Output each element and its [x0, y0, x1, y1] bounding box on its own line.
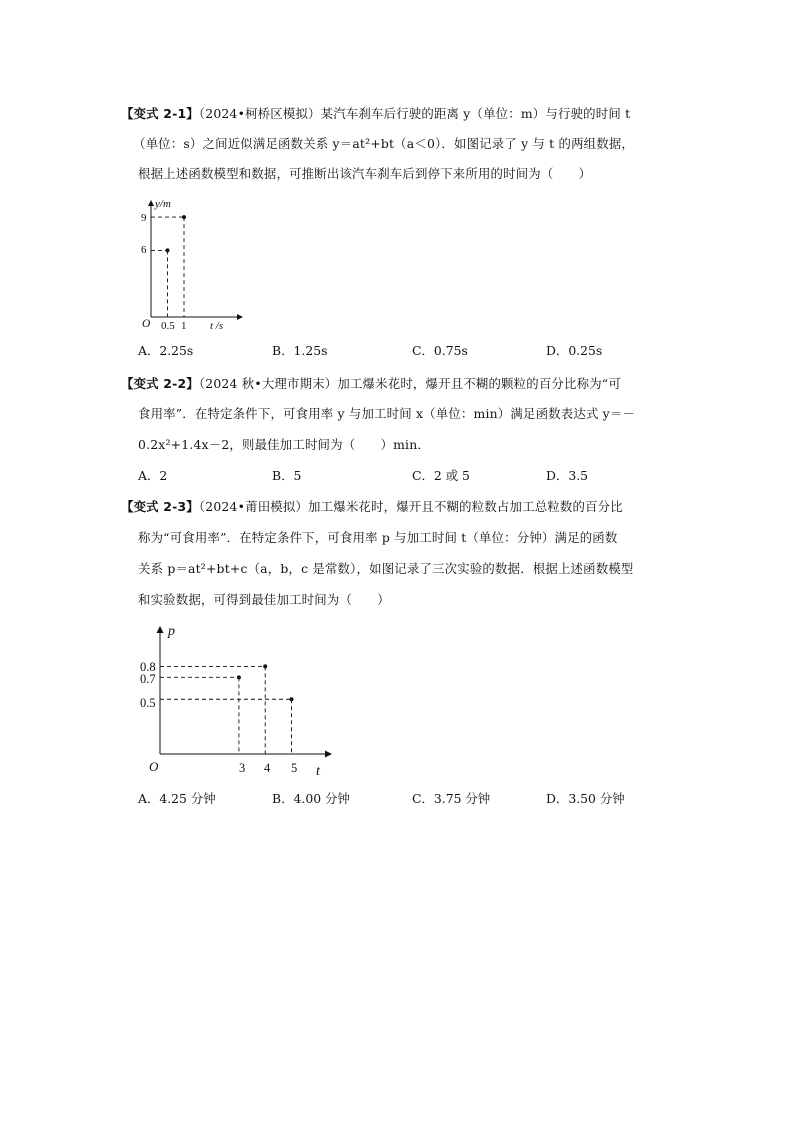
chart-1-ylabel: y/m	[155, 198, 171, 210]
problem-2-line-3: 0.2x²+1.4x－2，则最佳加工时间为（ ）min．	[138, 437, 430, 452]
problem-3-option-d[interactable]: D．3.50 分钟	[546, 791, 625, 806]
problem-2-line-1	[121, 374, 621, 392]
problem-3-text-1: （2024•莆田模拟）加工爆米花时，爆开且不糊的粒数占加工总粒数的百分比	[198, 499, 623, 514]
chart-2-point-2	[290, 697, 294, 701]
chart-2	[135, 615, 375, 780]
problem-2-line-2: 食用率”．在特定条件下，可食用率 y 与加工时间 x（单位：min）满足函数表达式 y＝－	[138, 406, 636, 421]
problem-2-option-a[interactable]: A．2	[138, 468, 168, 483]
problem-2-option-d[interactable]: D．3.5	[546, 468, 589, 483]
problem-3-option-b[interactable]: B．4.00 分钟	[272, 791, 350, 806]
problem-1-option-a[interactable]: A．2.25s	[138, 343, 194, 358]
problem-1-tag: 【变式 2-1】	[121, 106, 199, 121]
problem-3-line-2: 称为“可食用率”．在特定条件下，可食用率 p 与加工时间 t（单位：分钟）满足的函数	[138, 530, 618, 545]
problem-2-text-1: （2024 秋•大理市期末）加工爆米花时，爆开且不糊的颗粒的百分比称为“可	[198, 376, 621, 391]
problem-3-option-c[interactable]: C．3.75 分钟	[412, 791, 491, 806]
problem-1-option-c[interactable]: C．0.75s	[412, 343, 468, 358]
chart-2-ytick-0.7: 0.7	[140, 672, 156, 686]
chart-2-point-0	[237, 675, 241, 679]
problem-3-line-4: 和实验数据，可得到最佳加工时间为（ ）	[138, 592, 390, 607]
chart-2-xtick-4: 4	[264, 761, 271, 775]
problem-3-tag: 【变式 2-3】	[121, 499, 199, 514]
problem-2-tag: 【变式 2-2】	[121, 376, 199, 391]
problem-1-line-3: 根据上述函数模型和数据，可推断出该汽车刹车后到停下来所用的时间为（ ）	[138, 166, 592, 181]
chart-2-xtick-3: 3	[239, 761, 246, 775]
problem-2-option-c[interactable]: C．2 或 5	[412, 468, 470, 483]
chart-2-xlabel: t	[316, 764, 320, 779]
chart-2-origin: O	[149, 759, 159, 774]
chart-1-ytick-6: 6	[141, 244, 147, 256]
problem-3-line-1	[121, 497, 623, 515]
chart-2-ylabel: p	[168, 624, 175, 639]
chart-2-xtick-5: 5	[291, 761, 298, 775]
problem-1-line-1	[121, 104, 630, 122]
problem-3-option-a[interactable]: A．4.25 分钟	[138, 791, 216, 806]
chart-1-origin: O	[142, 318, 151, 330]
problem-1-line-2: （单位：s）之间近似满足函数关系 y＝at²+bt（a＜0）．如图记录了 y 与 t 的两组数据，	[133, 136, 635, 151]
problem-2-option-b[interactable]: B．5	[272, 468, 302, 483]
chart-1-ytick-9: 9	[141, 212, 147, 224]
chart-1	[130, 195, 380, 335]
problem-1-option-b[interactable]: B．1.25s	[272, 343, 328, 358]
chart-2-ytick-0.8: 0.8	[140, 660, 156, 674]
chart-1-point-0	[166, 248, 170, 252]
chart-1-point-1	[182, 215, 186, 219]
problem-1-option-d[interactable]: D．0.25s	[546, 343, 603, 358]
chart-1-xtick-1: 1	[181, 320, 187, 332]
problem-3-line-3: 关系 p＝at²+bt+c（a，b，c 是常数），如图记录了三次实验的数据．根据上述函数模型	[138, 561, 634, 576]
chart-2-point-1	[263, 664, 267, 668]
chart-2-ytick-0.5: 0.5	[140, 696, 156, 710]
chart-1-xtick-0.5: 0.5	[161, 320, 175, 332]
chart-1-xlabel: t /s	[210, 320, 224, 332]
problem-1-text-1: （2024•柯桥区模拟）某汽车刹车后行驶的距离 y（单位：m）与行驶的时间 t	[198, 106, 631, 121]
